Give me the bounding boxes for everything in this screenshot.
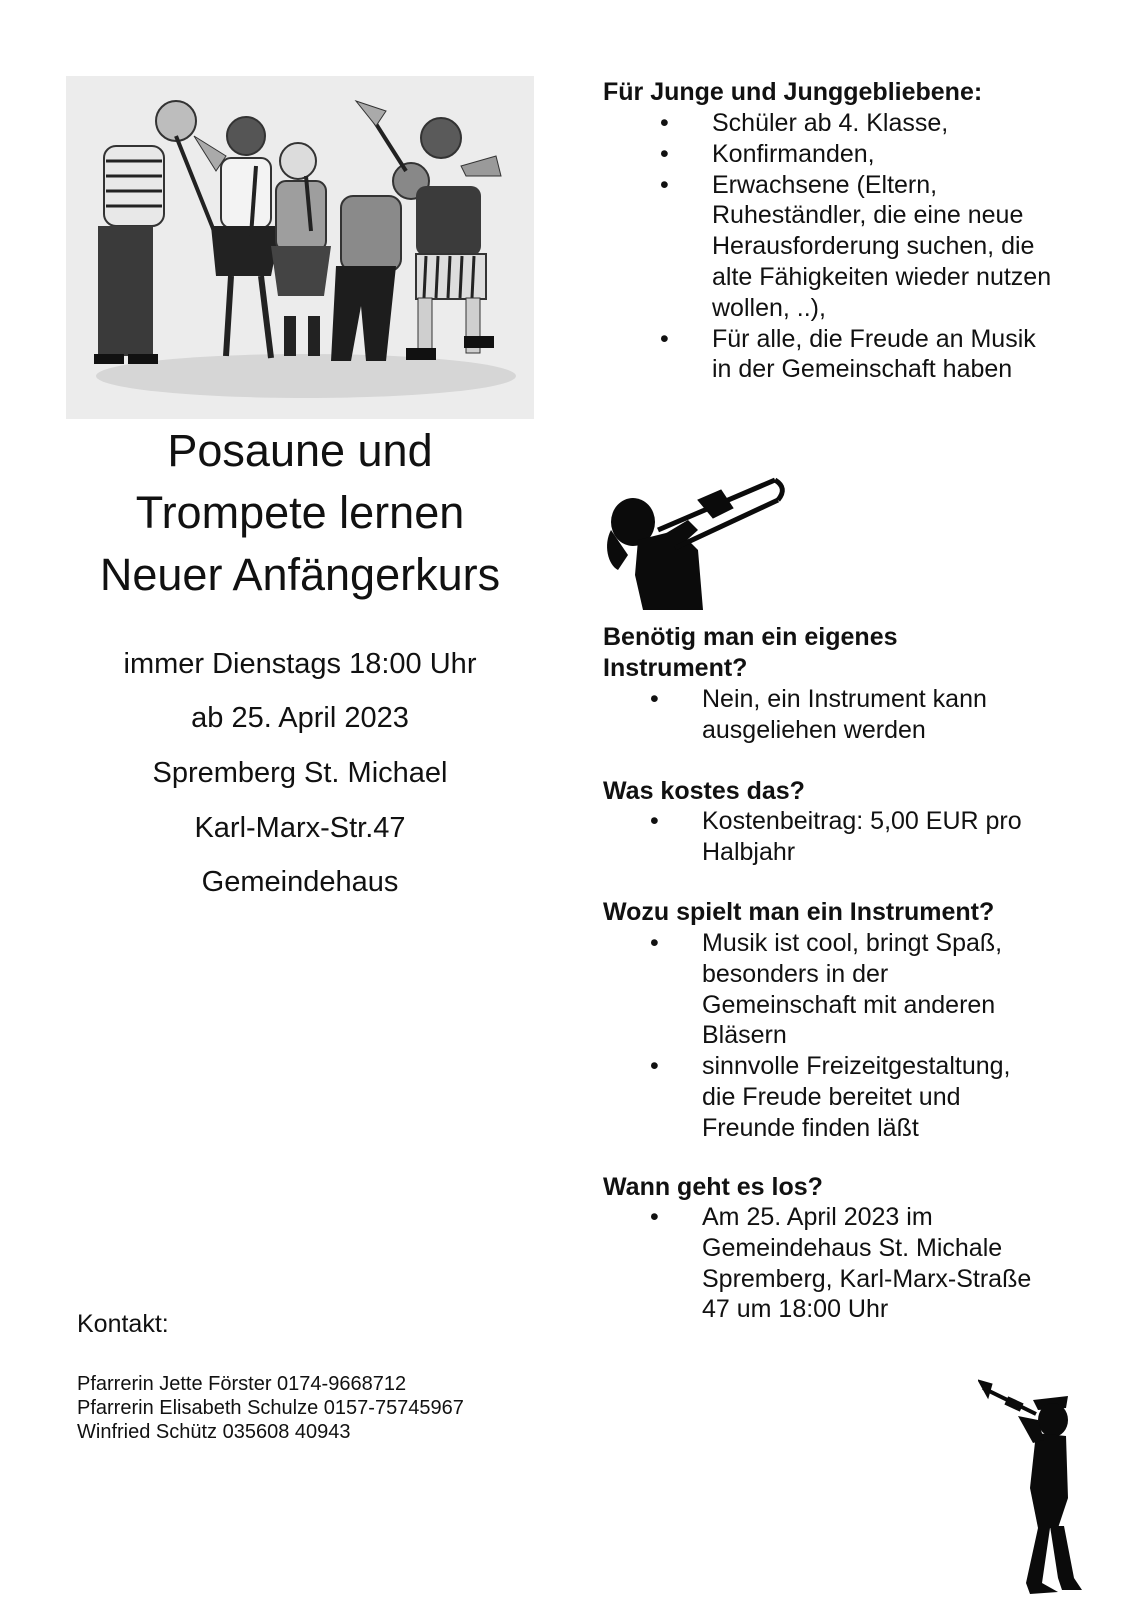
contact-heading: Kontakt:	[77, 1310, 169, 1338]
contact-person: Pfarrerin Elisabeth Schulze 0157-75745967	[77, 1397, 464, 1419]
start-date-text: ab 25. April 2023	[191, 702, 409, 734]
start-list	[650, 1202, 1032, 1325]
audience-list	[660, 108, 1062, 385]
trombone-player-silhouette	[603, 460, 823, 610]
section-heading-cost: Was kostes das?	[603, 777, 805, 805]
musician-figure	[331, 101, 429, 361]
list-item: • Kostenbeitrag: 5,00 EUR pro Halbjahr	[650, 807, 1022, 866]
why-list	[650, 928, 1042, 1144]
section-heading-instrument: Benötig man ein eigenes Instrument?	[603, 623, 898, 682]
musician-figure	[406, 118, 501, 360]
musician-figure	[271, 143, 331, 356]
list-item: • Nein, ein Instrument kann ausgeliehen werden	[650, 685, 987, 744]
contact-person: Pfarrerin Jette Förster 0174-9668712	[77, 1373, 407, 1395]
list-item: • sinnvolle Freizeitgestaltung, die Freude bereitet und Freunde finden läßt	[650, 1052, 1011, 1142]
title-line: Trompete lernen	[135, 487, 465, 538]
list-item: • Musik ist cool, bringt Spaß, besonders in der Gemeinschaft mit anderen Bläsern	[650, 929, 1003, 1050]
musician-figure	[94, 101, 226, 364]
list-item: • Erwachsene (Eltern, Ruheständler, die eine neue Herausforderung suchen, die alte Fähigkeiten wieder nutzen wollen, ..),	[660, 170, 1052, 322]
list-item: • Für alle, die Freude an Musik in der Gemeinschaft haben	[660, 324, 1036, 384]
brass-band-illustration	[66, 76, 534, 419]
address-text: Karl-Marx-Str.47	[194, 812, 406, 844]
title-line: Neuer Anfängerkurs	[99, 549, 501, 600]
trumpet-player-silhouette	[978, 1378, 1088, 1600]
title-line: Posaune und	[167, 425, 433, 476]
instrument-list	[650, 684, 1032, 746]
list-item: • Am 25. April 2023 im Gemeindehaus St. Michale Spremberg, Karl-Marx-Straße 47 um 18:00 Uhr	[650, 1203, 1032, 1324]
section-heading-start: Wann geht es los?	[603, 1173, 823, 1201]
section-heading-audience: Für Junge und Junggebliebene:	[603, 78, 983, 106]
venue-text: Gemeindehaus	[201, 866, 399, 898]
list-item: • Schüler ab 4. Klasse,	[660, 109, 949, 137]
section-heading-why: Wozu spielt man ein Instrument?	[603, 898, 995, 926]
cost-list	[650, 806, 1052, 868]
list-item: • Konfirmanden,	[660, 139, 875, 168]
course-title	[66, 420, 534, 606]
location-name-text: Spremberg St. Michael	[152, 757, 448, 789]
schedule-text: immer Dienstags 18:00 Uhr	[123, 648, 477, 680]
contact-person: Winfried Schütz 035608 40943	[77, 1421, 351, 1443]
